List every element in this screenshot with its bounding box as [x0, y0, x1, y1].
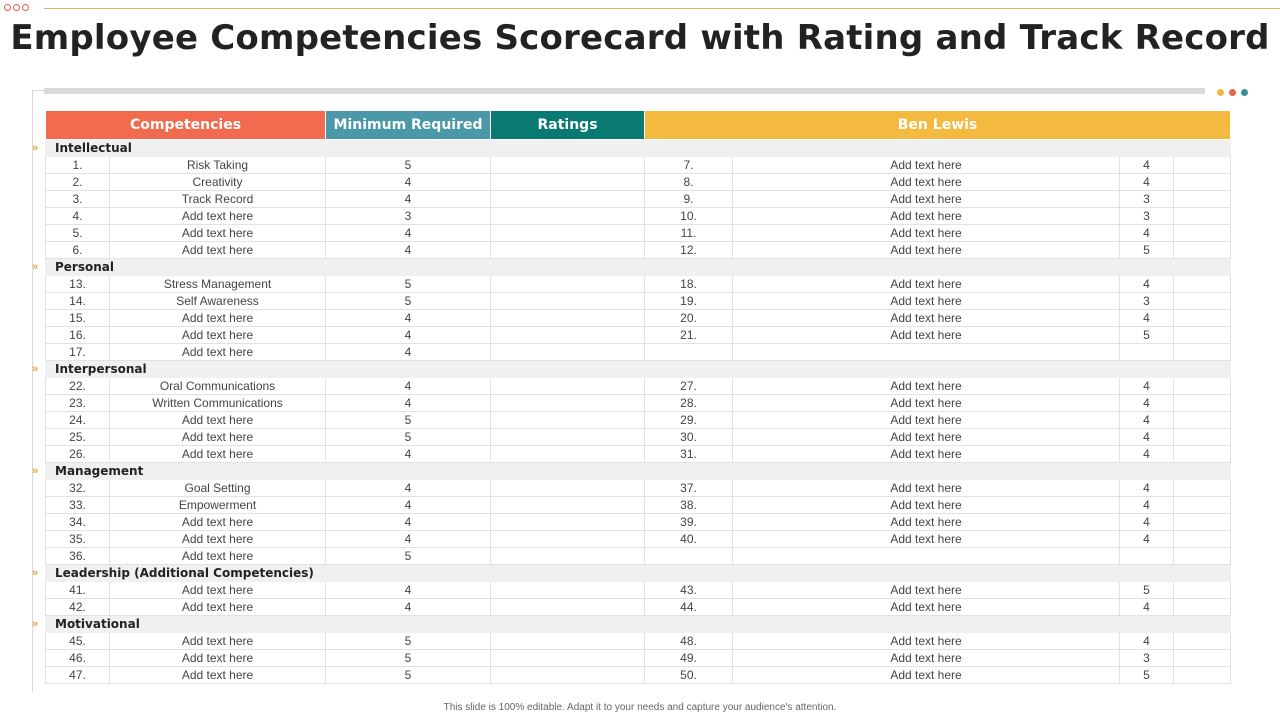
row-number: 23.	[46, 395, 110, 412]
rating	[491, 446, 645, 463]
blank-cell	[1174, 293, 1231, 310]
minimum-required: 4	[326, 310, 491, 327]
table-row	[46, 208, 1231, 225]
item-text: Add text here	[733, 174, 1120, 191]
competency-name: Written Communications	[110, 395, 326, 412]
category-row	[46, 140, 1231, 157]
row-number: 46.	[46, 650, 110, 667]
item-text: Add text here	[733, 582, 1120, 599]
rating	[491, 480, 645, 497]
page-title: Employee Competencies Scorecard with Rating and Track Record	[10, 18, 1270, 58]
row-number: 14.	[46, 293, 110, 310]
frame-top-line	[32, 90, 46, 91]
row-number: 15.	[46, 310, 110, 327]
top-divider-line	[44, 8, 1280, 9]
row-number: 34.	[46, 514, 110, 531]
blank-cell	[1174, 344, 1231, 361]
blank-cell	[1174, 599, 1231, 616]
minimum-required: 5	[326, 633, 491, 650]
item-rating: 4	[1120, 633, 1174, 650]
competency-name: Add text here	[110, 327, 326, 344]
blank-cell	[1174, 548, 1231, 565]
minimum-required: 4	[326, 531, 491, 548]
rating	[491, 310, 645, 327]
item-text: Add text here	[733, 446, 1120, 463]
rating	[491, 378, 645, 395]
table-row	[46, 650, 1231, 667]
row-number: 45.	[46, 633, 110, 650]
competency-name: Stress Management	[110, 276, 326, 293]
blank-cell	[1174, 514, 1231, 531]
item-number: 21.	[645, 327, 733, 344]
item-number: 37.	[645, 480, 733, 497]
item-rating: 3	[1120, 293, 1174, 310]
item-rating: 3	[1120, 191, 1174, 208]
minimum-required: 4	[326, 514, 491, 531]
competency-name: Add text here	[110, 667, 326, 684]
item-rating: 4	[1120, 446, 1174, 463]
blank-cell	[1174, 446, 1231, 463]
item-rating	[1120, 344, 1174, 361]
item-number: 31.	[645, 446, 733, 463]
row-number: 32.	[46, 480, 110, 497]
item-number: 44.	[645, 599, 733, 616]
minimum-required: 5	[326, 276, 491, 293]
item-number: 40.	[645, 531, 733, 548]
rating	[491, 429, 645, 446]
rating	[491, 191, 645, 208]
row-number: 13.	[46, 276, 110, 293]
row-number: 25.	[46, 429, 110, 446]
minimum-required: 4	[326, 242, 491, 259]
item-number: 48.	[645, 633, 733, 650]
row-number: 41.	[46, 582, 110, 599]
category-row	[46, 361, 1231, 378]
competency-name: Add text here	[110, 531, 326, 548]
competency-name: Add text here	[110, 242, 326, 259]
row-number: 3.	[46, 191, 110, 208]
category-label: Leadership (Additional Competencies)	[46, 565, 1231, 582]
table-row	[46, 531, 1231, 548]
competency-name: Add text here	[110, 650, 326, 667]
item-number: 43.	[645, 582, 733, 599]
minimum-required: 5	[326, 293, 491, 310]
table-row	[46, 293, 1231, 310]
category-row	[46, 565, 1231, 582]
blank-cell	[1174, 633, 1231, 650]
item-number: 18.	[645, 276, 733, 293]
item-rating: 4	[1120, 429, 1174, 446]
competency-name: Add text here	[110, 344, 326, 361]
blank-cell	[1174, 327, 1231, 344]
minimum-required: 4	[326, 327, 491, 344]
blank-cell	[1174, 276, 1231, 293]
blank-cell	[1174, 429, 1231, 446]
table-row	[46, 412, 1231, 429]
blank-cell	[1174, 667, 1231, 684]
item-rating: 4	[1120, 276, 1174, 293]
competency-name: Add text here	[110, 225, 326, 242]
competency-name: Add text here	[110, 429, 326, 446]
chevron-right-icon: »	[32, 362, 39, 375]
table-row	[46, 242, 1231, 259]
competency-name: Add text here	[110, 582, 326, 599]
table-row	[46, 191, 1231, 208]
chevron-right-icon: »	[32, 566, 39, 579]
item-text: Add text here	[733, 310, 1120, 327]
item-text: Add text here	[733, 242, 1120, 259]
item-rating: 5	[1120, 582, 1174, 599]
rating	[491, 344, 645, 361]
item-rating: 4	[1120, 514, 1174, 531]
competency-name: Oral Communications	[110, 378, 326, 395]
table-row	[46, 633, 1231, 650]
competency-name: Empowerment	[110, 497, 326, 514]
table-row	[46, 157, 1231, 174]
row-number: 16.	[46, 327, 110, 344]
rating	[491, 582, 645, 599]
dot-red	[1229, 89, 1236, 96]
category-row	[46, 463, 1231, 480]
competency-name: Self Awareness	[110, 293, 326, 310]
rating	[491, 633, 645, 650]
item-text: Add text here	[733, 497, 1120, 514]
item-number: 38.	[645, 497, 733, 514]
item-rating: 4	[1120, 395, 1174, 412]
minimum-required: 4	[326, 191, 491, 208]
minimum-required: 4	[326, 395, 491, 412]
competency-name: Add text here	[110, 446, 326, 463]
item-number: 7.	[645, 157, 733, 174]
minimum-required: 4	[326, 497, 491, 514]
item-text	[733, 548, 1120, 565]
top-left-decoration	[4, 4, 29, 11]
item-rating: 4	[1120, 310, 1174, 327]
item-text: Add text here	[733, 667, 1120, 684]
category-label: Management	[46, 463, 1231, 480]
item-number	[645, 344, 733, 361]
rating	[491, 293, 645, 310]
header-row	[46, 111, 1231, 140]
item-text: Add text here	[733, 650, 1120, 667]
header-minimum-required: Minimum Required	[326, 111, 491, 140]
item-text	[733, 344, 1120, 361]
blank-cell	[1174, 174, 1231, 191]
table-row	[46, 344, 1231, 361]
item-rating: 5	[1120, 327, 1174, 344]
item-text: Add text here	[733, 276, 1120, 293]
blank-cell	[1174, 582, 1231, 599]
item-rating: 4	[1120, 599, 1174, 616]
frame-left-line	[32, 90, 33, 692]
row-number: 26.	[46, 446, 110, 463]
item-rating: 4	[1120, 480, 1174, 497]
item-text: Add text here	[733, 293, 1120, 310]
row-number: 36.	[46, 548, 110, 565]
chevron-right-icon: »	[32, 464, 39, 477]
row-number: 42.	[46, 599, 110, 616]
item-rating: 4	[1120, 412, 1174, 429]
item-number: 9.	[645, 191, 733, 208]
table-row	[46, 310, 1231, 327]
item-rating: 4	[1120, 497, 1174, 514]
item-number: 27.	[645, 378, 733, 395]
row-number: 22.	[46, 378, 110, 395]
rating	[491, 276, 645, 293]
item-rating: 4	[1120, 531, 1174, 548]
minimum-required: 5	[326, 667, 491, 684]
item-rating	[1120, 548, 1174, 565]
category-label: Motivational	[46, 616, 1231, 633]
competency-name: Add text here	[110, 208, 326, 225]
rating	[491, 599, 645, 616]
blank-cell	[1174, 480, 1231, 497]
table-row	[46, 667, 1231, 684]
item-number: 8.	[645, 174, 733, 191]
item-number: 29.	[645, 412, 733, 429]
table-row	[46, 395, 1231, 412]
rating	[491, 327, 645, 344]
table-row	[46, 548, 1231, 565]
item-rating: 5	[1120, 667, 1174, 684]
rating	[491, 242, 645, 259]
minimum-required: 5	[326, 548, 491, 565]
competency-name: Risk Taking	[110, 157, 326, 174]
minimum-required: 4	[326, 446, 491, 463]
category-label: Interpersonal	[46, 361, 1231, 378]
rating	[491, 208, 645, 225]
table-row	[46, 582, 1231, 599]
item-number: 28.	[645, 395, 733, 412]
table-body	[46, 140, 1231, 684]
rating	[491, 225, 645, 242]
blank-cell	[1174, 395, 1231, 412]
rating	[491, 395, 645, 412]
competency-name: Track Record	[110, 191, 326, 208]
blank-cell	[1174, 191, 1231, 208]
blank-cell	[1174, 412, 1231, 429]
minimum-required: 4	[326, 599, 491, 616]
item-text: Add text here	[733, 157, 1120, 174]
item-text: Add text here	[733, 208, 1120, 225]
table-row	[46, 497, 1231, 514]
competency-name: Add text here	[110, 310, 326, 327]
table-row	[46, 480, 1231, 497]
minimum-required: 4	[326, 344, 491, 361]
item-rating: 4	[1120, 225, 1174, 242]
item-text: Add text here	[733, 514, 1120, 531]
blank-cell	[1174, 208, 1231, 225]
header-competencies: Competencies	[46, 111, 326, 140]
item-rating: 4	[1120, 378, 1174, 395]
blank-cell	[1174, 225, 1231, 242]
competency-name: Add text here	[110, 633, 326, 650]
header-ratings: Ratings	[491, 111, 645, 140]
minimum-required: 5	[326, 157, 491, 174]
item-number: 49.	[645, 650, 733, 667]
item-text: Add text here	[733, 191, 1120, 208]
item-text: Add text here	[733, 378, 1120, 395]
blank-cell	[1174, 497, 1231, 514]
category-row	[46, 259, 1231, 276]
competency-name: Add text here	[110, 412, 326, 429]
blank-cell	[1174, 157, 1231, 174]
row-number: 35.	[46, 531, 110, 548]
table-row	[46, 276, 1231, 293]
blank-cell	[1174, 650, 1231, 667]
table-row	[46, 378, 1231, 395]
item-number: 20.	[645, 310, 733, 327]
rating	[491, 548, 645, 565]
item-number: 39.	[645, 514, 733, 531]
category-label: Intellectual	[46, 140, 1231, 157]
decorative-dots	[1217, 89, 1248, 96]
minimum-required: 4	[326, 582, 491, 599]
item-text: Add text here	[733, 480, 1120, 497]
rating	[491, 157, 645, 174]
rating	[491, 650, 645, 667]
row-number: 47.	[46, 667, 110, 684]
item-number: 12.	[645, 242, 733, 259]
item-text: Add text here	[733, 633, 1120, 650]
competency-name: Add text here	[110, 548, 326, 565]
chevron-right-icon: »	[32, 617, 39, 630]
item-text: Add text here	[733, 395, 1120, 412]
competency-name: Add text here	[110, 514, 326, 531]
chevron-right-icon: »	[32, 260, 39, 273]
item-rating: 3	[1120, 208, 1174, 225]
title-underline-bar	[44, 88, 1205, 94]
row-number: 1.	[46, 157, 110, 174]
rating	[491, 667, 645, 684]
row-number: 6.	[46, 242, 110, 259]
rating	[491, 531, 645, 548]
footer-note: This slide is 100% editable. Adapt it to your needs and capture your audience's attention.	[443, 702, 837, 713]
item-number: 50.	[645, 667, 733, 684]
minimum-required: 5	[326, 429, 491, 446]
row-number: 17.	[46, 344, 110, 361]
item-text: Add text here	[733, 429, 1120, 446]
rating	[491, 514, 645, 531]
competency-name: Creativity	[110, 174, 326, 191]
row-number: 2.	[46, 174, 110, 191]
item-text: Add text here	[733, 225, 1120, 242]
table-row	[46, 446, 1231, 463]
table-row	[46, 514, 1231, 531]
rating	[491, 174, 645, 191]
item-rating: 4	[1120, 174, 1174, 191]
competency-name: Goal Setting	[110, 480, 326, 497]
item-rating: 4	[1120, 157, 1174, 174]
table-row	[46, 174, 1231, 191]
dot-yellow	[1217, 89, 1224, 96]
minimum-required: 4	[326, 174, 491, 191]
item-number: 11.	[645, 225, 733, 242]
minimum-required: 5	[326, 650, 491, 667]
item-text: Add text here	[733, 531, 1120, 548]
header-person: Ben Lewis	[645, 111, 1231, 140]
competency-name: Add text here	[110, 599, 326, 616]
minimum-required: 4	[326, 378, 491, 395]
item-text: Add text here	[733, 412, 1120, 429]
blank-cell	[1174, 378, 1231, 395]
item-number: 19.	[645, 293, 733, 310]
row-number: 4.	[46, 208, 110, 225]
dot-teal	[1241, 89, 1248, 96]
row-number: 33.	[46, 497, 110, 514]
row-number: 5.	[46, 225, 110, 242]
minimum-required: 4	[326, 480, 491, 497]
item-rating: 5	[1120, 242, 1174, 259]
item-text: Add text here	[733, 599, 1120, 616]
chevron-right-icon: »	[32, 141, 39, 154]
rating	[491, 412, 645, 429]
item-number: 10.	[645, 208, 733, 225]
row-number: 24.	[46, 412, 110, 429]
category-label: Personal	[46, 259, 1231, 276]
item-text: Add text here	[733, 327, 1120, 344]
item-number	[645, 548, 733, 565]
table-row	[46, 225, 1231, 242]
item-number: 30.	[645, 429, 733, 446]
minimum-required: 3	[326, 208, 491, 225]
rating	[491, 497, 645, 514]
minimum-required: 4	[326, 225, 491, 242]
table-row	[46, 327, 1231, 344]
minimum-required: 5	[326, 412, 491, 429]
item-rating: 3	[1120, 650, 1174, 667]
scorecard-table	[45, 110, 1231, 684]
blank-cell	[1174, 242, 1231, 259]
table-row	[46, 429, 1231, 446]
category-row	[46, 616, 1231, 633]
blank-cell	[1174, 531, 1231, 548]
blank-cell	[1174, 310, 1231, 327]
table-row	[46, 599, 1231, 616]
